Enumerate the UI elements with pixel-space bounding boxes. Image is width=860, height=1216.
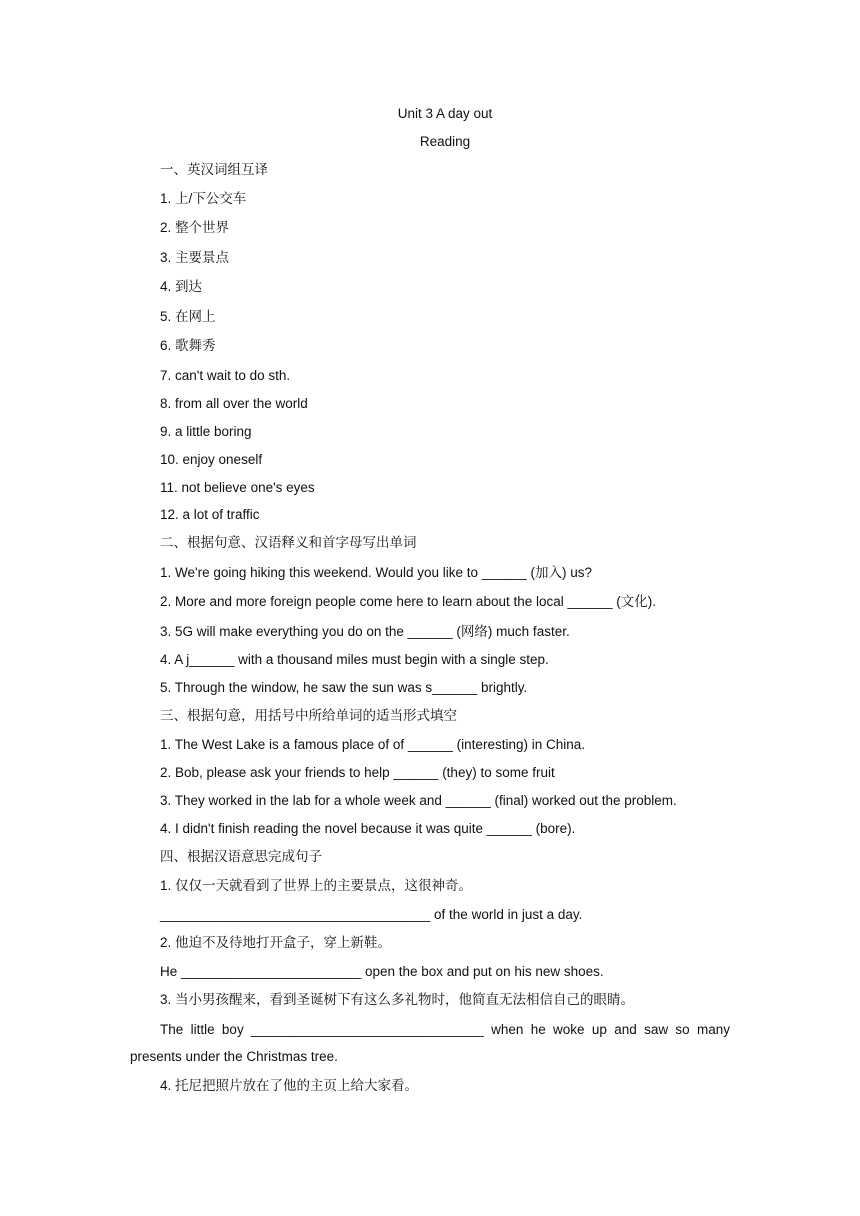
section1-heading: 一、英汉词组互译 xyxy=(160,162,268,177)
section1-item: 9. a little boring xyxy=(160,424,252,439)
section4-answer-line: He ________________________ open the box and put on his new shoes. xyxy=(160,964,604,979)
section4-answer-line: ____________________________________ of the world in just a day. xyxy=(160,907,583,922)
section4-question-cn: 1. 仅仅一天就看到了世界上的主要景点，这很神奇。 xyxy=(160,878,473,893)
section1-item: 5. 在网上 xyxy=(160,309,216,324)
section4-question-cn: 4. 托尼把照片放在了他的主页上给大家看。 xyxy=(160,1078,419,1093)
document-subtitle: Reading xyxy=(419,134,471,149)
section1-item: 1. 上/下公交车 xyxy=(160,191,247,206)
section1-item: 11. not believe one's eyes xyxy=(160,480,315,495)
document-title: Unit 3 A day out xyxy=(397,106,493,121)
section3-item: 1. The West Lake is a famous place of of ______ (interesting) in China. xyxy=(160,737,585,752)
section2-item: 1. We're going hiking this weekend. Would you like to ______ (加入) us? xyxy=(160,565,593,580)
section1-item: 8. from all over the world xyxy=(160,396,308,411)
section3-item: 2. Bob, please ask your friends to help ______ (they) to some fruit xyxy=(160,765,555,780)
section4-heading: 四、根据汉语意思完成句子 xyxy=(160,849,322,864)
section1-item: 6. 歌舞秀 xyxy=(160,338,216,353)
section4-answer-line: presents under the Christmas tree. xyxy=(130,1049,338,1064)
section4-answer-line: The little boy _______________________________ when he woke up and saw so many xyxy=(160,1022,730,1037)
section3-heading: 三、根据句意，用括号中所给单词的适当形式填空 xyxy=(160,708,457,723)
section3-item: 3. They worked in the lab for a whole week and ______ (final) worked out the problem. xyxy=(160,793,677,808)
section2-item: 3. 5G will make everything you do on the ______ (网络) much faster. xyxy=(160,624,570,639)
section2-heading: 二、根据句意、汉语释义和首字母写出单词 xyxy=(160,535,417,550)
section1-item: 4. 到达 xyxy=(160,279,203,294)
section4-question-cn: 3. 当小男孩醒来，看到圣诞树下有这么多礼物时，他简直无法相信自己的眼睛。 xyxy=(160,992,635,1007)
section2-item: 5. Through the window, he saw the sun was s______ brightly. xyxy=(160,680,528,695)
section4-question-cn: 2. 他迫不及待地打开盒子，穿上新鞋。 xyxy=(160,935,392,950)
section1-item: 3. 主要景点 xyxy=(160,250,230,265)
section1-item: 12. a lot of traffic xyxy=(160,507,260,522)
section1-item: 7. can't wait to do sth. xyxy=(160,368,291,383)
section1-item: 2. 整个世界 xyxy=(160,220,230,235)
section2-item: 4. A j______ with a thousand miles must begin with a single step. xyxy=(160,652,549,667)
section3-item: 4. I didn't finish reading the novel because it was quite ______ (bore). xyxy=(160,821,576,836)
section1-item: 10. enjoy oneself xyxy=(160,452,263,467)
section2-item: 2. More and more foreign people come here to learn about the local ______ (文化). xyxy=(160,594,657,609)
